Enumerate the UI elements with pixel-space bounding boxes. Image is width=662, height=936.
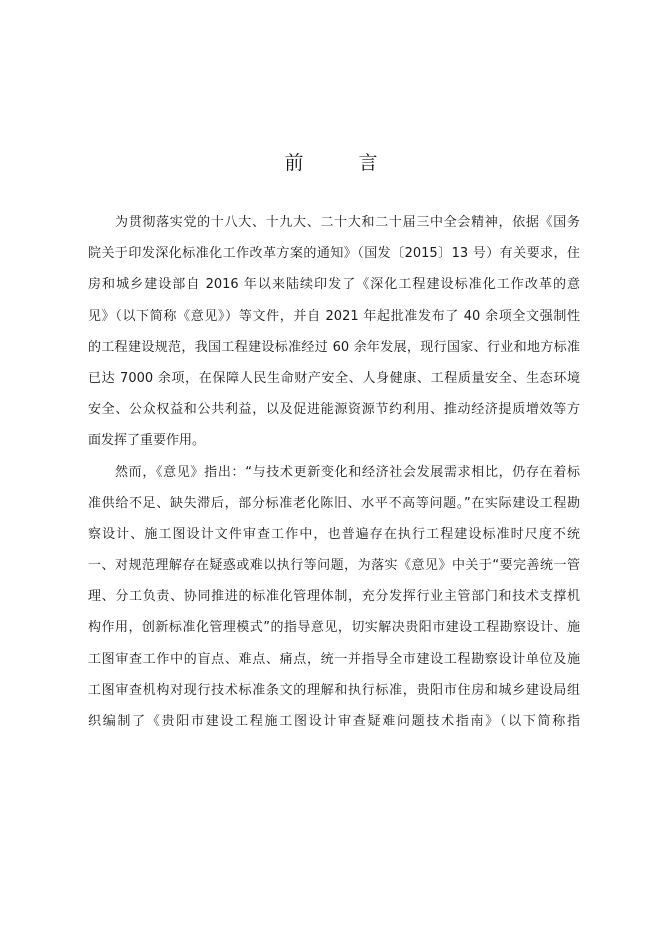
paragraph-2-line-5: 理、分工负责、协同推进的标准化管理体制，充分发挥行业主管部门和技术支撑机: [88, 589, 580, 605]
paragraph-1-line-8: 面发挥了重要作用。: [88, 433, 206, 449]
paragraph-2-line-8: 工图审查机构对现行技术标准条文的理解和执行标准，贵阳市住房和城乡建设局组: [88, 682, 580, 698]
paragraph-1-line-7: 安全、公众权益和公共利益，以及促进能源资源节约利用、推动经济提质增效等方: [88, 402, 580, 418]
paragraph-2-line-6: 构作用，创新标准化管理模式”的指导意见，切实解决贵阳市建设工程勘察设计、施: [88, 620, 580, 636]
paragraph-1-line-3: 房和城乡建设部自 2016 年以来陆续印发了《深化工程建设标准化工作改革的意: [88, 277, 580, 293]
paragraph-1-line-2: 院关于印发深化标准化工作改革方案的通知》（国发〔2015〕13 号）有关要求，住: [88, 246, 580, 262]
paragraph-2-line-1: 然而，《意见》指出：“与技术更新变化和经济社会发展需求相比，仍存在着标: [115, 464, 580, 480]
paragraph-2-line-4: 一、对规范理解存在疑惑或难以执行等问题，为落实《意见》中关于“要完善统一管: [88, 558, 580, 574]
page-title: 前 言: [284, 152, 396, 174]
body-text: [88, 207, 580, 737]
paragraph-2-line-2: 准供给不足、缺失滞后，部分标准老化陈旧、水平不高等问题。”在实际建设工程勘: [88, 495, 580, 511]
paragraph-2-line-3: 察设计、施工图设计文件审查工作中，也普遍存在执行工程建设标准时尺度不统: [88, 526, 580, 542]
paragraph-1-line-4: 见》（以下简称《意见》）等文件，并自 2021 年起批准发布了 40 余项全文强制性: [88, 308, 580, 324]
paragraph-1-line-6: 已达 7000 余项，在保障人民生命财产安全、人身健康、工程质量安全、生态环境: [88, 370, 580, 386]
paragraph-1-line-5: 的工程建设规范，我国工程建设标准经过 60 余年发展，现行国家、行业和地方标准: [88, 339, 580, 355]
paragraph-2-line-7: 工图审查工作中的盲点、难点、痛点，统一并指导全市建设工程勘察设计单位及施: [88, 651, 580, 667]
paragraph-1-line-1: 为贯彻落实党的十八大、十九大、二十大和二十届三中全会精神，依据《国务: [115, 215, 580, 230]
paragraph-2-line-9: 织编制了《贵阳市建设工程施工图设计审查疑难问题技术指南》（以下简称指: [88, 714, 580, 729]
